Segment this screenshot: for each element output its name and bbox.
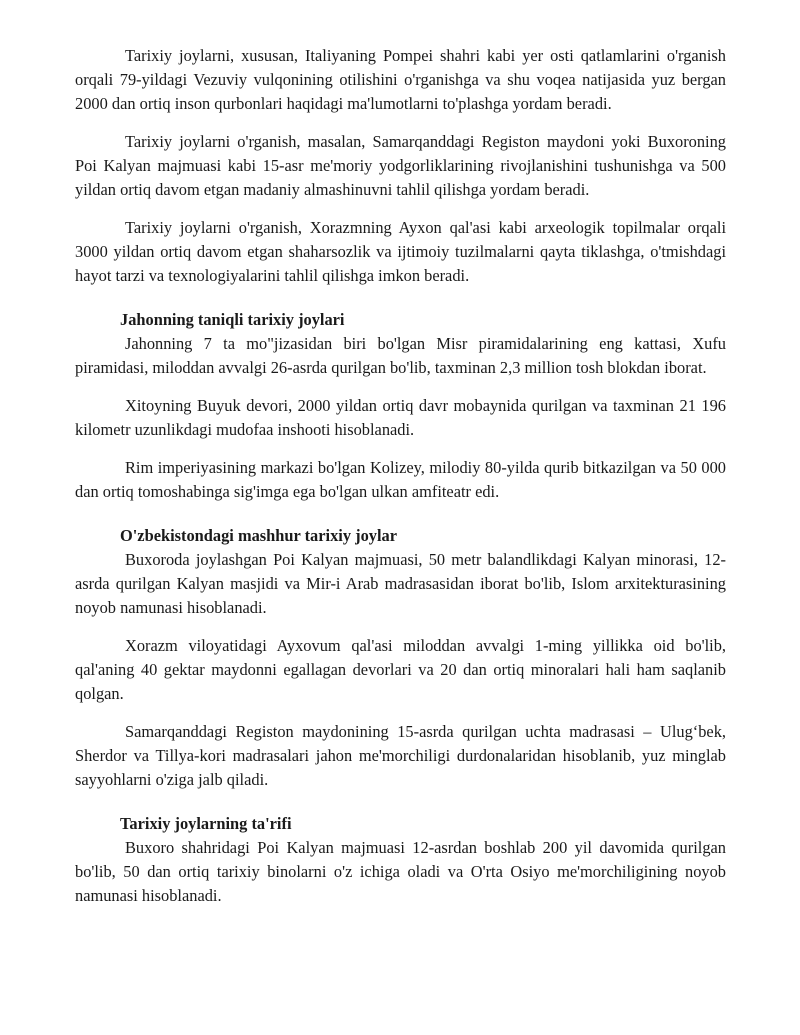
paragraph: Rim imperiyasining markazi bo'lgan Kolizey, milodiy 80-yilda qurib bitkazilgan va 50 000 dan ortiq tomoshabinga sig'imga ega bo'lgan ulkan amfiteatr edi. <box>75 458 726 501</box>
section-heading: Tarixiy joylarning ta'rifi <box>120 814 292 833</box>
paragraph: Samarqanddagi Registon maydonining 15-asrda qurilgan uchta madrasasi – Ulug‘bek, Sherdor va Tillya-kori madrasalari jahon me'morchiligi durdonalaridan hisoblanib, yuz minglab sayyohlarni o'ziga jalb qiladi. <box>75 722 726 789</box>
section-heading: Jahonning taniqli tarixiy joylari <box>120 310 345 329</box>
paragraph: Tarixiy joylarni o'rganish, masalan, Samarqanddagi Registon maydoni yoki Buxoroning Poi Kalyan majmuasi kabi 15-asr me'moriy yodgorliklarining rivojlanishini tushunishga va 500 yildan ortiq davom etgan madaniy almashinuvni tahlil qilishga yordam beradi. <box>75 132 726 199</box>
paragraph: Xorazm viloyatidagi Ayxovum qal'asi miloddan avvalgi 1-ming yillikka oid bo'lib, qal'aning 40 gektar maydonni egallagan devorlari va 20 dan ortiq minoralari hali ham saqlanib qolgan. <box>75 636 726 703</box>
paragraph: Buxoro shahridagi Poi Kalyan majmuasi 12-asrdan boshlab 200 yil davomida qurilgan bo'lib, 50 dan ortiq tarixiy binolarni o'z ichiga oladi va O'rta Osiyo me'morchiligining noyob namunasi hisoblanadi. <box>75 838 726 905</box>
paragraph: Buxoroda joylashgan Poi Kalyan majmuasi, 50 metr balandlikdagi Kalyan minorasi, 12-asrda qurilgan Kalyan masjidi va Mir-i Arab madrasasidan iborat bo'lib, Islom arxitekturasining noyob namunasi hisoblanadi. <box>75 550 726 617</box>
paragraph: Tarixiy joylarni, xususan, Italiyaning Pompei shahri kabi yer osti qatlamlarini o'rganish orqali 79-yildagi Vezuviy vulqonining otilishini o'rganishga va shu voqea natijasida yuz bergan 2000 dan ortiq inson qurbonlari haqidagi ma'lumotlarni to'plashga yordam beradi. <box>75 46 726 113</box>
paragraph: Tarixiy joylarni o'rganish, Xorazmning Ayxon qal'asi kabi arxeologik topilmalar orqali 3000 yildan ortiq davom etgan shaharsozlik va ijtimoiy tuzilmalarni qayta tiklashga, o'tmishdagi hayot tarzi va texnologiyalarini tahlil qilishga imkon beradi. <box>75 218 726 285</box>
section-heading: O'zbekistondagi mashhur tarixiy joylar <box>120 526 397 545</box>
paragraph: Xitoyning Buyuk devori, 2000 yildan ortiq davr mobaynida qurilgan va taxminan 21 196 kilometr uzunlikdagi mudofaa inshooti hisoblanadi. <box>75 396 726 439</box>
paragraph: Jahonning 7 ta mo"jizasidan biri bo'lgan Misr piramidalarining eng kattasi, Xufu piramidasi, miloddan avvalgi 26-asrda qurilgan bo'lib, taxminan 2,3 million tosh blokdan iborat. <box>75 334 726 377</box>
document-page <box>75 44 726 922</box>
